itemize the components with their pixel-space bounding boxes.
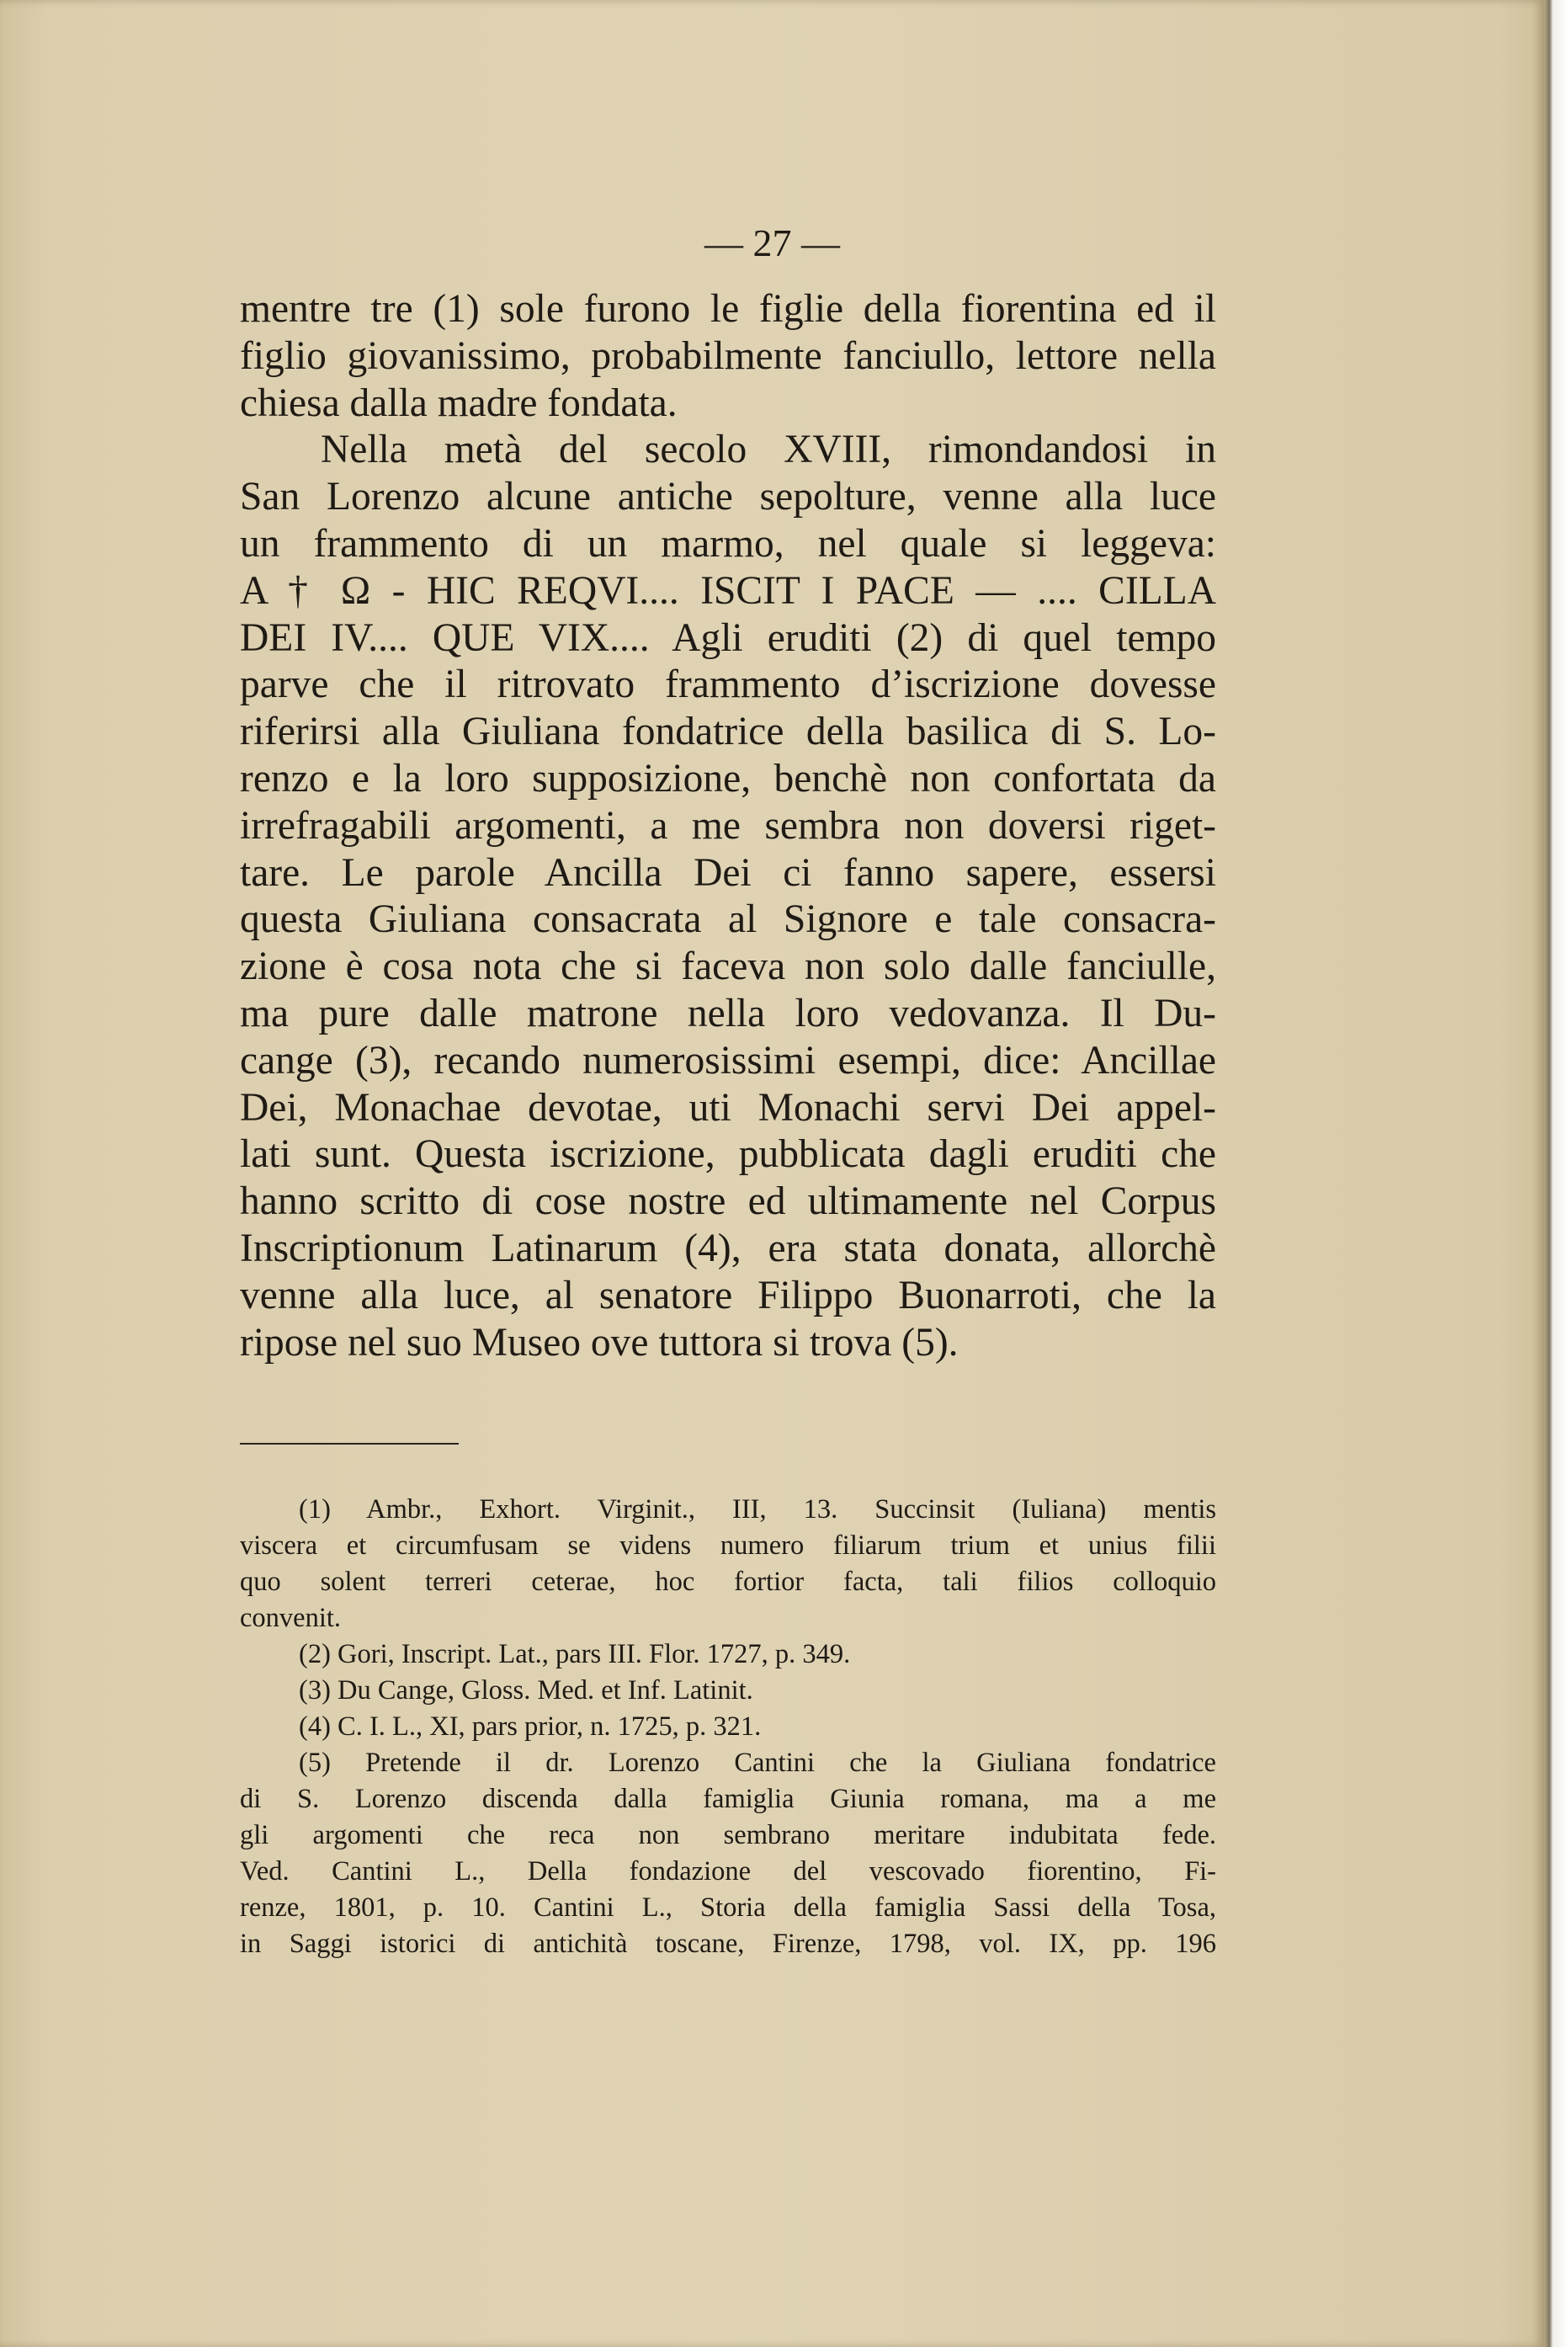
footnote-5-line: Ved. Cantini L., Della fondazione del vescovado fiorentino, Fi-	[240, 1856, 1216, 1887]
inscription-line: A † Ω - HIC REQVI.... ISCIT I PACE — .... CILLA	[240, 568, 1216, 613]
body-line: mentre tre (1) sole furono le figlie della fiorentina ed il	[240, 287, 1216, 331]
footnote-1-line: viscera et circumfusam se videns numero filiarum trium et unius filii	[240, 1530, 1216, 1561]
body-line: ma pure dalle matrone nella loro vedovanza. Il Du-	[240, 991, 1216, 1035]
footnote-1-line: quo solent terreri ceterae, hoc fortior facta, tali filios colloquio	[240, 1567, 1216, 1597]
footnote-1-line: (1) Ambr., Exhort. Virginit., III, 13. Succinsit (Iuliana) mentis	[299, 1494, 1216, 1525]
footnote-5-line: gli argomenti che reca non sembrano meritare indubitata fede.	[240, 1820, 1216, 1850]
page-number: — 27 —	[704, 221, 840, 264]
body-line: chiesa dalla madre fondata.	[240, 381, 678, 425]
body-line: ripose nel suo Museo ove tuttora si trova (5).	[240, 1320, 959, 1365]
body-line: hanno scritto di cose nostre ed ultimamente nel Corpus	[240, 1179, 1216, 1224]
body-line: riferirsi alla Giuliana fondatrice della basilica di S. Lo-	[240, 710, 1216, 754]
body-line: Nella metà del secolo XVIII, rimondandosi in	[321, 428, 1216, 472]
body-line: Inscriptionum Latinarum (4), era stata donata, allorchè	[240, 1226, 1216, 1270]
footnote-2: (2) Gori, Inscript. Lat., pars III. Flor. 1727, p. 349.	[299, 1639, 851, 1669]
body-line: irrefragabili argomenti, a me sembra non doversi riget-	[240, 803, 1216, 848]
footnote-1-line: convenit.	[240, 1603, 342, 1633]
body-line: un frammento di un marmo, nel quale si leggeva:	[240, 521, 1216, 566]
footnotes	[240, 1492, 1216, 1962]
body-line: zione è cosa nota che si faceva non solo dalle fanciulle,	[240, 945, 1216, 989]
body-line: DEI IV.... QUE VIX.... Agli eruditi (2) di quel tempo	[240, 615, 1216, 660]
body-line: lati sunt. Questa iscrizione, pubblicata dagli eruditi che	[240, 1132, 1216, 1177]
footnote-5-line: (5) Pretende il dr. Lorenzo Cantini che la Giuliana fondatrice	[299, 1748, 1216, 1778]
page-edge	[1544, 0, 1568, 2347]
footnote-5-line: renze, 1801, p. 10. Cantini L., Storia della famiglia Sassi della Tosa,	[240, 1892, 1216, 1923]
footnote-5-line: di S. Lorenzo discenda dalla famiglia Giunia romana, ma a me	[240, 1784, 1216, 1814]
footnote-4: (4) C. I. L., XI, pars prior, n. 1725, p. 321.	[299, 1711, 762, 1742]
main-text	[240, 286, 1216, 1366]
body-line: tare. Le parole Ancilla Dei ci fanno sapere, essersi	[240, 850, 1216, 895]
body-line: Dei, Monachae devotae, uti Monachi servi Dei appel-	[240, 1085, 1216, 1130]
footnote-separator	[240, 1443, 459, 1445]
body-line: renzo e la loro supposizione, benchè non confortata da	[240, 756, 1216, 801]
footnote-3: (3) Du Cange, Gloss. Med. et Inf. Latinit.	[299, 1675, 753, 1706]
body-line: cange (3), recando numerosissimi esempi, dice: Ancillae	[240, 1038, 1216, 1083]
body-line: questa Giuliana consacrata al Signore e tale consacra-	[240, 897, 1216, 942]
body-line: parve che il ritrovato frammento d’iscrizione dovesse	[240, 663, 1216, 707]
footnote-5-line: in Saggi istorici di antichità toscane, Firenze, 1798, vol. IX, pp. 196	[240, 1929, 1216, 1959]
body-line: San Lorenzo alcune antiche sepolture, venne alla luce	[240, 475, 1216, 519]
body-line: figlio giovanissimo, probabilmente fanciullo, lettore nella	[240, 333, 1216, 378]
body-line: venne alla luce, al senatore Filippo Buonarroti, che la	[240, 1273, 1216, 1317]
